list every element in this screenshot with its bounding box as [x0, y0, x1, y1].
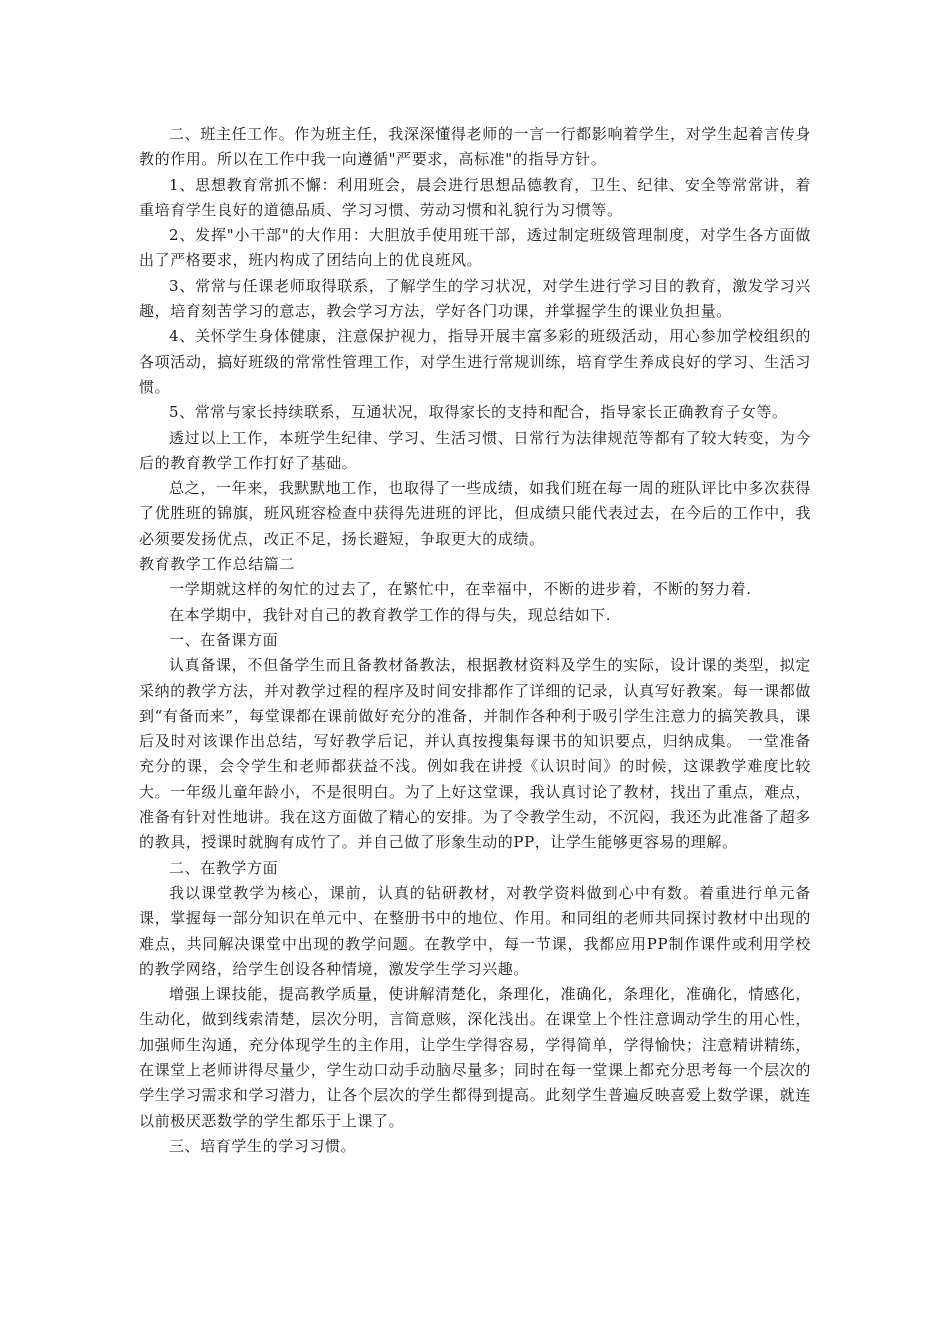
document-page — [139, 122, 811, 1159]
subheading-lesson-prep: 一、在备课方面 — [169, 630, 279, 649]
paragraph-class-teacher-work: 二、班主任工作。作为班主任，我深深懂得老师的一言一行都影响着学生，对学生起着言传身教的作用。所以在工作中我一向遵循"严要求，高标准"的指导方针。 — [139, 125, 811, 169]
subheading-study-habits: 三、培育学生的学习习惯。 — [169, 1136, 357, 1155]
paragraph-item-5: 5、常常与家长持续联系，互通状况，取得家长的支持和配合，指导家长正确教育子女等。 — [169, 403, 788, 422]
paragraph-results: 透过以上工作，本班学生纪律、学习、生活习惯、日常行为法律规范等都有了较大转变，为今后的教育教学工作打好了基础。 — [139, 428, 811, 472]
paragraph-teaching-core: 我以课堂教学为核心，课前，认真的钻研教材，对教学资料做到心中有数。着重进行单元备课，掌握每一部分知识在单元中、在整册书中的地位、作用。和同组的老师共同探讨教材中出现的难点，共同解决课堂中出现的教学问题。在教学中，每一节课，我都应用PP制作课件或利用学校的教学网络，给学生创设各种情境，激发学生学习兴趣。 — [139, 883, 811, 978]
paragraph-item-4: 4、关怀学生身体健康，注意保护视力，指导开展丰富多彩的班级活动，用心参加学校组织的各项活动，搞好班级的常常性管理工作，对学生进行常规训练，培育学生养成良好的学习、生活习惯。 — [139, 327, 811, 396]
subheading-teaching: 二、在教学方面 — [169, 858, 279, 877]
paragraph-conclusion: 总之，一年来，我默默地工作，也取得了一些成绩，如我们班在每一周的班队评比中多次获得了优胜班的锦旗，班风班容检查中获得先进班的评比，但成绩只能代表过去，在今后的工作中，我必须要发扬优点，改正不足，扬长避短，争取更大的成绩。 — [139, 479, 811, 548]
section-title: 教育教学工作总结篇二 — [139, 555, 296, 574]
paragraph-summary-lead: 在本学期中，我针对自己的教育教学工作的得与失，现总结如下. — [169, 605, 612, 624]
paragraph-intro: 一学期就这样的匆忙的过去了，在繁忙中，在幸福中，不断的进步着，不断的努力着. — [169, 580, 752, 599]
paragraph-lesson-prep: 认真备课，不但备学生而且备教材备教法，根据教材资料及学生的实际，设计课的类型，拟定采纳的教学方法，并对教学过程的程序及时间安排都作了详细的记录，认真写好教案。每一课都做到“有备而来”，每堂课都在课前做好充分的准备，并制作各种利于吸引学生注意力的搞笑教具，课后及时对该课作出总结，写好教学后记，并认真按搜集每课书的知识要点，归纳成集。 一堂准备充分的课，会令学生和老师都获益不浅。例如我在讲授《认识时间》的时候，这课教学难度比较大。一年级儿童年龄小，不是很明白。为了上好这堂课，我认真讨论了教材，找出了重点，难点，准备有针对性地讲。我在这方面做了精心的安排。为了令教学生动，不沉闷，我还为此准备了超多的教具，授课时就胸有成竹了。并自己做了形象生动的PP，让学生能够更容易的理解。 — [139, 656, 811, 852]
paragraph-teaching-skills: 增强上课技能，提高教学质量，使讲解清楚化，条理化，准确化，条理化，准确化，情感化，生动化，做到线索清楚，层次分明，言简意赅，深化浅出。在课堂上个性注意调动学生的用心性，加强师生沟通，充分体现学生的主作用，让学生学得容易，学得简单，学得愉快；注意精讲精练，在课堂上老师讲得尽量少，学生动口动手动脑尽量多；同时在每一堂课上都充分思考每一个层次的学生学习需求和学习潜力，让各个层次的学生都得到提高。此刻学生普遍反映喜爱上数学课，就连以前极厌恶数学的学生都乐于上课了。 — [139, 985, 811, 1130]
paragraph-item-3: 3、常常与任课老师取得联系，了解学生的学习状况，对学生进行学习目的教育，激发学习兴趣，培育刻苦学习的意志，教会学习方法，学好各门功课，并掌握学生的课业负担量。 — [139, 276, 811, 321]
paragraph-item-2: 2、发挥"小干部"的大作用：大胆放手使用班干部，透过制定班级管理制度，对学生各方面做出了严格要求，班内构成了团结向上的优良班风。 — [139, 226, 811, 270]
paragraph-item-1: 1、思想教育常抓不懈：利用班会，晨会进行思想品德教育，卫生、纪律、安全等常常讲，着重培育学生良好的道德品质、学习习惯、劳动习惯和礼貌行为习惯等。 — [139, 175, 811, 219]
